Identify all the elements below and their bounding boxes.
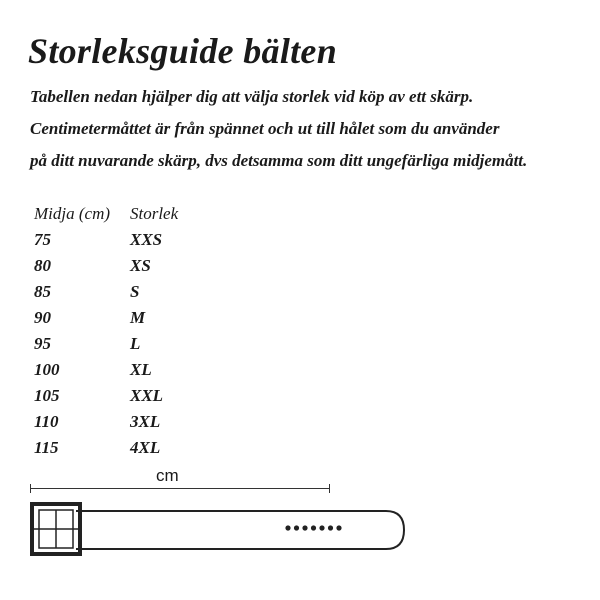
measure-line xyxy=(30,488,330,489)
belt-strap xyxy=(76,511,404,549)
size-cell: XL xyxy=(130,360,152,379)
table-row xyxy=(34,307,178,333)
waist-cell: 75 xyxy=(34,230,51,249)
table-row xyxy=(34,385,178,411)
intro-line: Centimetermåttet är från spännet och ut till hålet som du använder xyxy=(30,119,500,138)
belt-hole xyxy=(328,525,333,530)
table-row xyxy=(34,229,178,255)
size-cell: L xyxy=(130,334,141,353)
waist-cell: 80 xyxy=(34,256,51,275)
intro-line: på ditt nuvarande skärp, dvs detsamma som ditt ungefärliga midjemått. xyxy=(30,151,528,170)
waist-cell: 110 xyxy=(34,412,59,431)
size-cell: XS xyxy=(130,256,151,275)
table-header-row xyxy=(34,203,178,229)
belt-hole xyxy=(294,525,299,530)
intro-text xyxy=(30,86,527,182)
table-row xyxy=(34,359,178,385)
belt-hole xyxy=(311,525,316,530)
waist-cell: 100 xyxy=(34,360,60,379)
waist-cell: 105 xyxy=(34,386,60,405)
size-cell: S xyxy=(130,282,140,301)
measure-tick-right xyxy=(329,484,330,493)
size-cell: M xyxy=(130,308,146,327)
header-waist: Midja (cm) xyxy=(34,204,111,223)
table-row xyxy=(34,437,178,463)
size-cell: XXL xyxy=(130,386,164,405)
belt-holes xyxy=(285,525,341,530)
belt-diagram xyxy=(24,494,410,558)
measurement-indicator xyxy=(30,466,330,496)
measure-label: cm xyxy=(156,466,179,485)
belt-hole xyxy=(319,525,324,530)
page-title: Storleksguide bälten xyxy=(28,31,338,71)
size-cell: 3XL xyxy=(130,412,161,431)
belt-hole xyxy=(336,525,341,530)
waist-cell: 90 xyxy=(34,308,51,327)
waist-cell: 95 xyxy=(34,334,51,353)
table-row xyxy=(34,255,178,281)
measure-tick-left xyxy=(30,484,31,493)
table-row xyxy=(34,333,178,359)
belt-hole xyxy=(302,525,307,530)
waist-cell: 115 xyxy=(34,438,59,457)
size-table xyxy=(34,203,178,463)
table-row xyxy=(34,411,178,437)
size-cell: 4XL xyxy=(130,438,161,457)
waist-cell: 85 xyxy=(34,282,51,301)
intro-line: Tabellen nedan hjälper dig att välja storlek vid köp av ett skärp. xyxy=(30,87,474,106)
header-size: Storlek xyxy=(130,204,179,223)
size-cell: XXS xyxy=(130,230,163,249)
belt-hole xyxy=(285,525,290,530)
table-row xyxy=(34,281,178,307)
